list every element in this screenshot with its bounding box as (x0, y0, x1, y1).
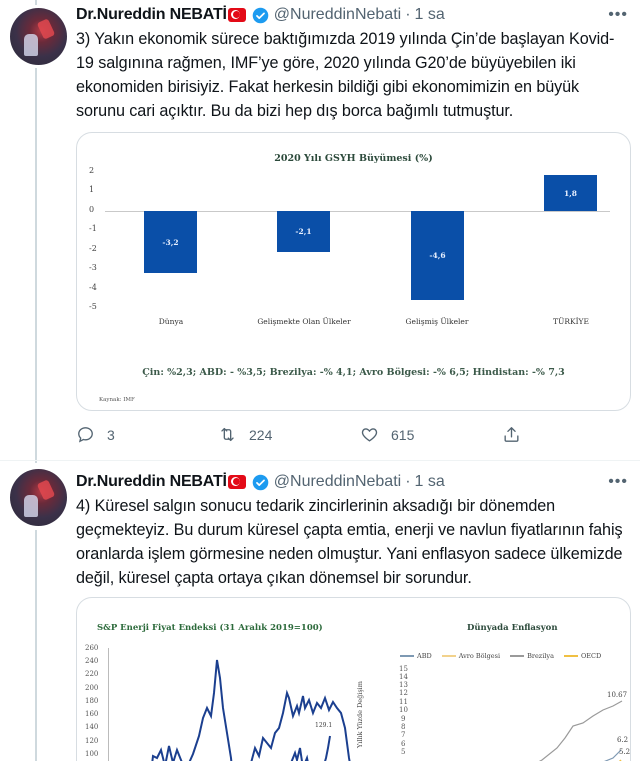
retweet-icon (218, 425, 237, 444)
author-name[interactable]: Dr.Nureddin NEBATİ (76, 6, 227, 23)
energy-index-line-right (77, 598, 357, 761)
y-tick: 180 (85, 697, 99, 705)
y-tick: 5 (401, 748, 406, 756)
gdp-growth-chart-image[interactable] (76, 132, 631, 411)
y-tick: 7 (401, 731, 406, 739)
retweet-count: 224 (249, 426, 273, 443)
category-label: Gelişmekte Olan Ülkeler (257, 317, 351, 326)
inflation-y-label: Yıllık Yüzde Değişim (356, 681, 364, 748)
y-tick: -4 (89, 283, 97, 292)
y-tick: 240 (85, 657, 99, 665)
reply-count: 3 (107, 426, 115, 443)
timestamp[interactable]: 1 sa (414, 473, 445, 490)
author-handle[interactable]: @NureddinNebati (273, 6, 402, 23)
energy-chart-title: S&P Enerji Fiyat Endeksi (31 Aralık 2019=100) (97, 623, 323, 633)
y-tick: 15 (399, 665, 408, 673)
author-name[interactable]: Dr.Nureddin NEBATİ (76, 473, 227, 490)
y-tick: 8 (401, 723, 406, 731)
y-tick: 1 (89, 185, 95, 194)
share-button[interactable] (502, 425, 521, 444)
tweet-header (76, 471, 445, 493)
verified-badge-icon (252, 474, 269, 491)
timestamp[interactable]: 1 sa (414, 6, 445, 23)
y-tick: 0 (89, 205, 95, 214)
turkey-flag-icon (228, 8, 246, 22)
like-count: 615 (391, 426, 415, 443)
y-tick: 11 (399, 698, 408, 706)
y-tick: 200 (85, 684, 99, 692)
category-label: Gelişmiş Ülkeler (405, 317, 469, 326)
bar-gelismekte: -2,1 (277, 211, 330, 252)
legend-item-brezilya: Brezilya (510, 652, 554, 660)
legend-item-abd: ABD (400, 652, 432, 660)
y-tick: 220 (85, 670, 99, 678)
y-tick: 9 (401, 715, 406, 723)
energy-last-value: 129.1 (315, 722, 333, 729)
y-tick: 13 (399, 681, 408, 689)
avatar[interactable] (10, 469, 67, 526)
y-tick: 2 (89, 166, 95, 175)
tweet-text: 3) Yakın ekonomik sürece baktığımızda 2019 yılında Çin’de başlayan Kovid-19 salgınına rağmen, IMF’ye göre, 2020 yılında G20’de büyüyebilen iki ekonomiden birisiyiz. Fakat herkesin bildiği gibi ekonomimizin en büyük sorunu cari açıktır. Bu da bizi hep dış borca bağımlı tutmuştur. (76, 30, 615, 120)
tweet-text: 4) Küresel salgın sonucu tedarik zincirlerinin aksadığı bir dönemden geçmekteyiz. Bu durum küresel çapta emtia, enerji ve navlun fiyatlarının fahiş oranlarda işlem görmesine neden olmuştur. Yani enflasyon sadece ülkemizde değil, küresel çapta ortaya çıkan dönemsel bir sorundur. (76, 497, 623, 587)
tweet-header (76, 4, 445, 26)
more-options-icon[interactable]: ••• (608, 6, 628, 23)
retweet-button[interactable] (218, 425, 360, 444)
chart-source: Kaynak: IMF (99, 397, 135, 403)
chart-note: Çin: %2,3; ABD: - %3,5; Brezilya: -% 4,1; Avro Bölgesi: -% 6,5; Hindistan: -% 7,3 (142, 367, 565, 378)
heart-icon (360, 425, 379, 444)
thread-line (35, 68, 37, 463)
author-handle[interactable]: @NureddinNebati (273, 473, 402, 490)
share-icon (502, 425, 521, 444)
verified-badge-icon (252, 7, 269, 24)
y-tick: -5 (89, 302, 97, 311)
like-button[interactable] (360, 425, 502, 444)
y-tick: -1 (89, 224, 97, 233)
y-tick: 160 (85, 710, 99, 718)
tweet-actions (76, 425, 521, 444)
more-options-icon[interactable]: ••• (608, 473, 628, 490)
y-tick: -3 (89, 263, 97, 272)
tweet-divider (0, 460, 640, 461)
legend-item-avro-bolgesi: Avro Bölgesi (442, 652, 500, 660)
category-label: TÜRKİYE (553, 317, 589, 326)
bar-gelismis: -4,6 (411, 211, 464, 300)
abd-last-value: 6.2 (617, 736, 629, 744)
reply-icon (76, 425, 95, 444)
turkey-flag-icon (228, 475, 246, 489)
category-label: Dünya (158, 317, 184, 326)
thread-line (35, 0, 37, 5)
y-tick: 10 (399, 706, 408, 714)
bar-turkiye: 1,8 (544, 175, 597, 211)
chart-title: 2020 Yılı GSYH Büyümesi (%) (274, 153, 433, 164)
inflation-lines (377, 598, 631, 761)
legend-item-oecd: OECD (564, 652, 601, 660)
y-tick: 14 (399, 673, 408, 681)
avatar[interactable] (10, 8, 67, 65)
brezilya-last-value: 10.67 (607, 691, 628, 699)
reply-button[interactable] (76, 425, 218, 444)
y-tick: -2 (89, 244, 97, 253)
oecd-last-value: 5.2 (619, 748, 631, 756)
y-tick: 6 (401, 740, 406, 748)
separator: · (405, 6, 411, 23)
y-tick: 120 (85, 737, 99, 745)
y-tick: 140 (85, 723, 99, 731)
bar-dunya: -3,2 (144, 211, 197, 273)
thread-line (35, 530, 37, 761)
y-tick: 100 (85, 750, 99, 758)
separator: · (405, 473, 411, 490)
y-tick: 260 (85, 644, 99, 652)
energy-inflation-chart-image[interactable] (76, 597, 631, 761)
inflation-chart-title: Dünyada Enflasyon (467, 623, 558, 633)
y-tick: 12 (399, 689, 408, 697)
